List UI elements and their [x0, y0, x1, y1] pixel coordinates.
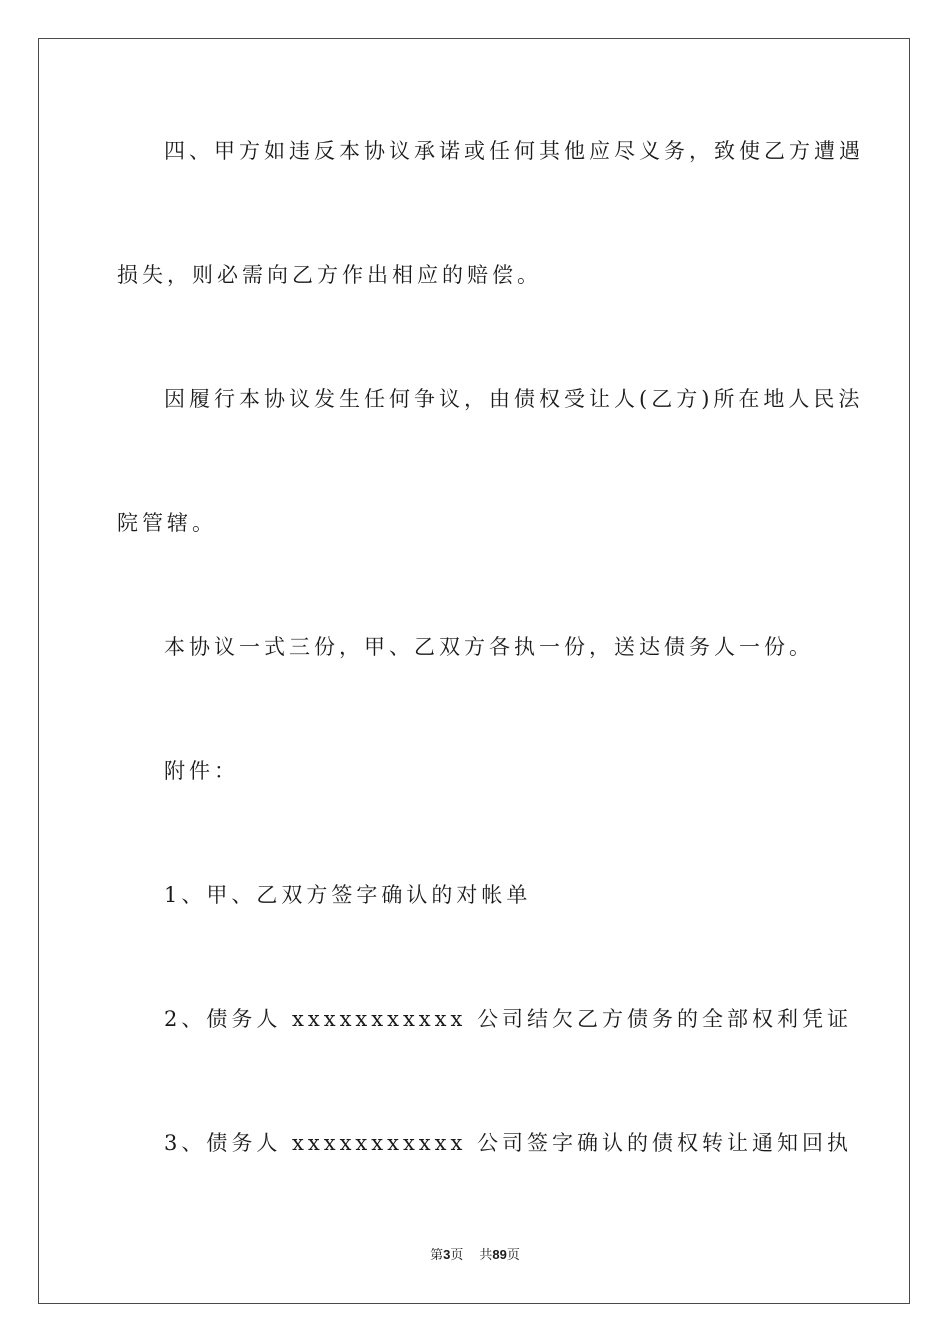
- page-border: [38, 38, 910, 1304]
- attachment-item-1: 1、甲、乙双方签字确认的对帐单: [164, 883, 532, 907]
- page-footer: [0, 1246, 950, 1265]
- footer-total-pages: 89: [492, 1247, 507, 1262]
- footer-page-suffix: 页: [450, 1248, 464, 1263]
- attachment-item-2: 2、债务人 xxxxxxxxxxx 公司结欠乙方债务的全部权利凭证: [164, 1007, 852, 1031]
- footer-page-number: 3: [443, 1247, 451, 1262]
- paragraph-line-2: 损失，则必需向乙方作出相应的赔偿。: [117, 263, 542, 287]
- footer-page-prefix: 第: [430, 1248, 444, 1263]
- paragraph-line-4: 院管辖。: [117, 511, 217, 535]
- paragraph-line-3: 因履行本协议发生任何争议，由债权受让人(乙方)所在地人民法: [164, 387, 864, 411]
- attachment-item-3: 3、债务人 xxxxxxxxxxx 公司签字确认的债权转让通知回执: [164, 1131, 852, 1155]
- paragraph-line-1: 四、甲方如违反本协议承诺或任何其他应尽义务，致使乙方遭遇: [164, 139, 864, 163]
- attachments-heading: 附件：: [164, 759, 239, 783]
- footer-total-prefix: 共: [479, 1248, 493, 1263]
- paragraph-line-5: 本协议一式三份，甲、乙双方各执一份，送达债务人一份。: [164, 635, 814, 659]
- footer-total-suffix: 页: [506, 1248, 520, 1263]
